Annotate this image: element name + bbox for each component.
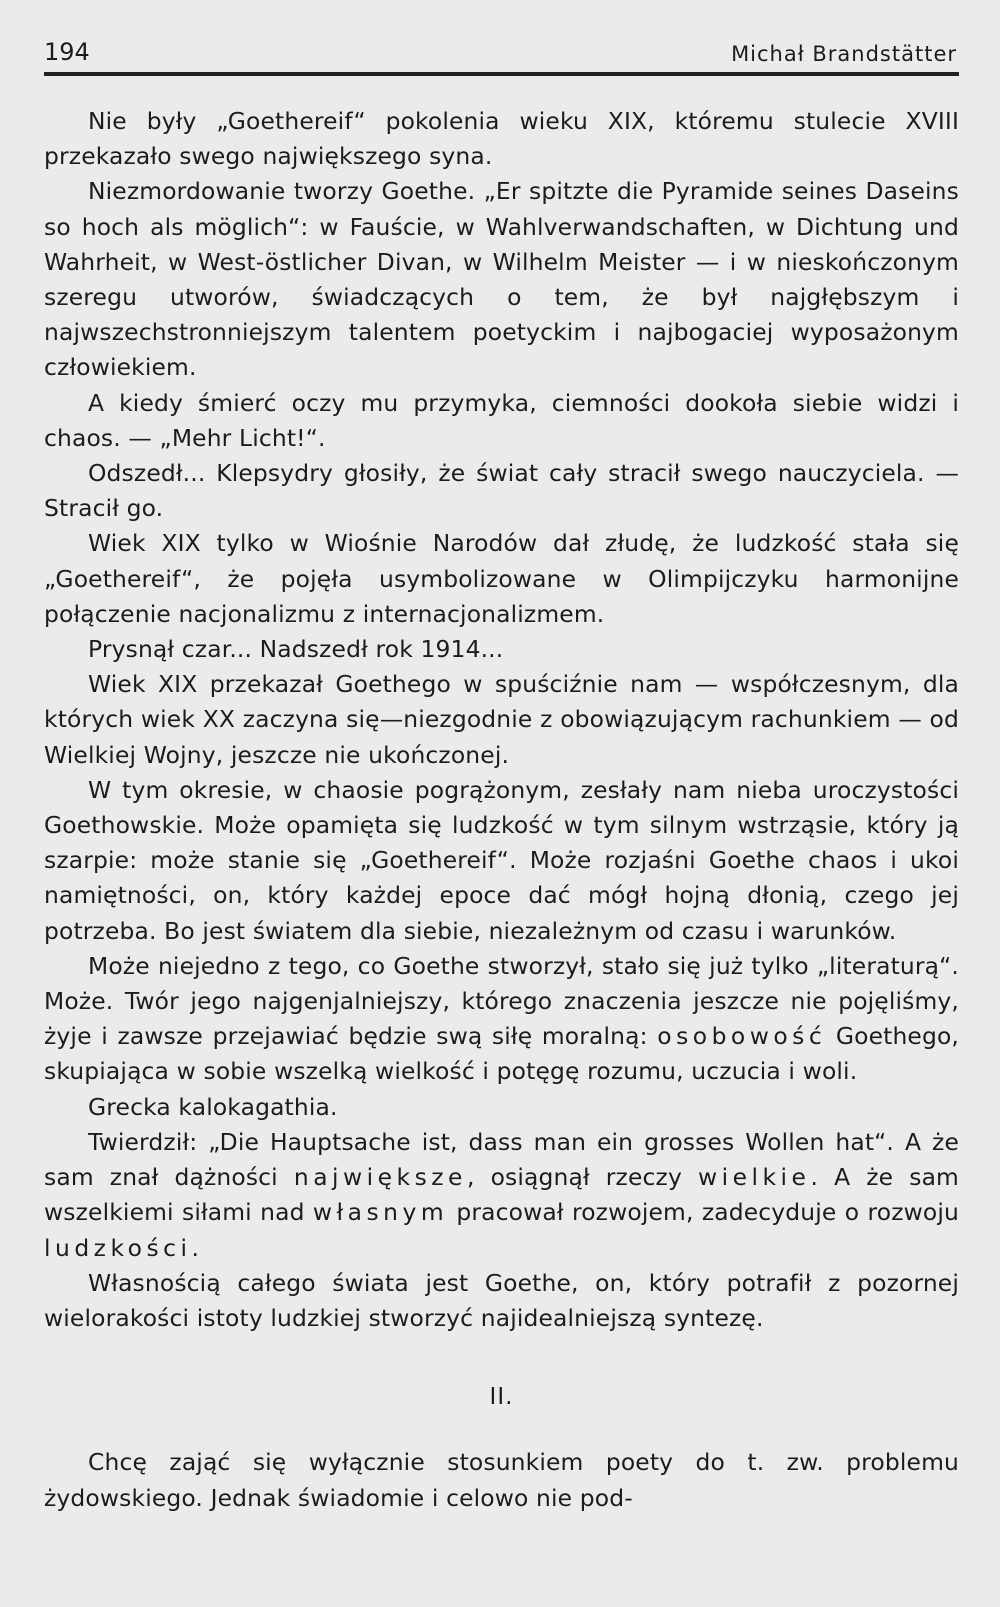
emphasis-spaced: osobowość xyxy=(657,1022,827,1051)
paragraph: Grecka kalokagathia. xyxy=(88,1092,338,1121)
paragraph: Wiek XIX przekazał Goethego w spuściźnie nam — współczesnym, dla których wiek XX zaczyna się—niezgodnie z obowiązującym rachunkiem — od Wielkiej Wojny, jeszcze nie ukończonej. xyxy=(44,670,959,769)
running-author: Michał Brandstätter xyxy=(731,42,957,66)
emphasis-spaced: wielkie xyxy=(697,1163,811,1192)
text-run: . xyxy=(191,1233,200,1262)
paragraph: Odszedł... Klepsydry głosiły, że świat cały stracił swego nauczyciela. — Stracił go. xyxy=(44,459,959,523)
text-run: , osiągnął rzeczy xyxy=(466,1163,698,1192)
paragraph: Niezmordowanie tworzy Goethe. „Er spitzte die Pyramide seines Daseins so hoch als möglich“: w Fauście, w Wahlverwandschaften, w Dichtung und Wahrheit, w West-östlicher Divan, w Wilhelm Meister — i w nieskończonym szeregu utworów, świadczących o tem, że był najgłębszym i najwszechstronniejszym talentem poetyckim i najbogaciej wyposażonym człowiekiem. xyxy=(44,177,959,382)
text-run: . A że sam wszelkiemi siłami nad xyxy=(44,1163,959,1227)
page-number: 194 xyxy=(44,38,90,66)
paragraph: Prysnął czar... Nadszedł rok 1914... xyxy=(88,635,504,664)
running-header xyxy=(44,38,959,76)
text-run: pracował rozwojem, zadecyduje o rozwoju xyxy=(448,1198,959,1227)
emphasis-spaced: ludzkości xyxy=(44,1233,192,1262)
text-run: Może niejedno z tego, co Goethe stworzył, stało się już tylko „literaturą“. Może. Twór jego najgenjalniejszy, którego znaczenia jeszcze nie pojęliśmy, żyje i zawsze przejawiać będzie swą siłę moralną: xyxy=(44,951,959,1051)
emphasis-spaced: własnym xyxy=(312,1198,449,1227)
paragraph: Własnością całego świata jest Goethe, on, który potrafił z pozornej wielorakości istoty ludzkiej stworzyć najidealniejszą syntezę. xyxy=(44,1268,959,1332)
paragraph: Chcę zająć się wyłącznie stosunkiem poety do t. zw. problemu żydowskiego. Jednak świadomie i celowo nie pod- xyxy=(44,1448,959,1512)
book-page xyxy=(44,38,959,1516)
paragraph: Nie były „Goethereif“ pokolenia wieku XIX, któremu stulecie XVIII przekazało swego największego syna. xyxy=(44,107,959,171)
emphasis-spaced: największe xyxy=(293,1163,467,1192)
body-text xyxy=(44,104,959,1516)
text-run: Twierdził: „Die Hauptsache ist, dass man ein grosses Wollen hat“. A że sam znał dążności xyxy=(44,1127,959,1192)
paragraph: W tym okresie, w chaosie pogrążonym, zesłały nam nieba uroczystości Goethowskie. Może opamięta się ludzkość w tym silnym wstrząsie, który ją szarpie: może stanie się „Goethereif“. Może rozjaśni Goethe chaos i ukoi namiętności, on, który każdej epoce dać mógł hojną dłonią, czego jej potrzeba. Bo jest światem dla siebie, niezależnym od czasu i warunków. xyxy=(44,775,959,945)
paragraph-moze xyxy=(44,949,959,1090)
text-run: Goethego, skupiająca w sobie wszelką wielkość i potęgę rozumu, uczucia i woli. xyxy=(44,1022,959,1086)
paragraph: Wiek XIX tylko w Wiośnie Narodów dał złudę, że ludzkość stała się „Goethereif“, że pojęła usymbolizowane w Olimpijczyku harmonijne połączenie nacjonalizmu z internacjonalizmem. xyxy=(44,529,959,628)
paragraph-twierdzil xyxy=(44,1125,959,1266)
section-number: II. xyxy=(489,1384,514,1411)
paragraph: A kiedy śmierć oczy mu przymyka, ciemności dookoła siebie widzi i chaos. — „Mehr Licht!“. xyxy=(44,388,959,452)
